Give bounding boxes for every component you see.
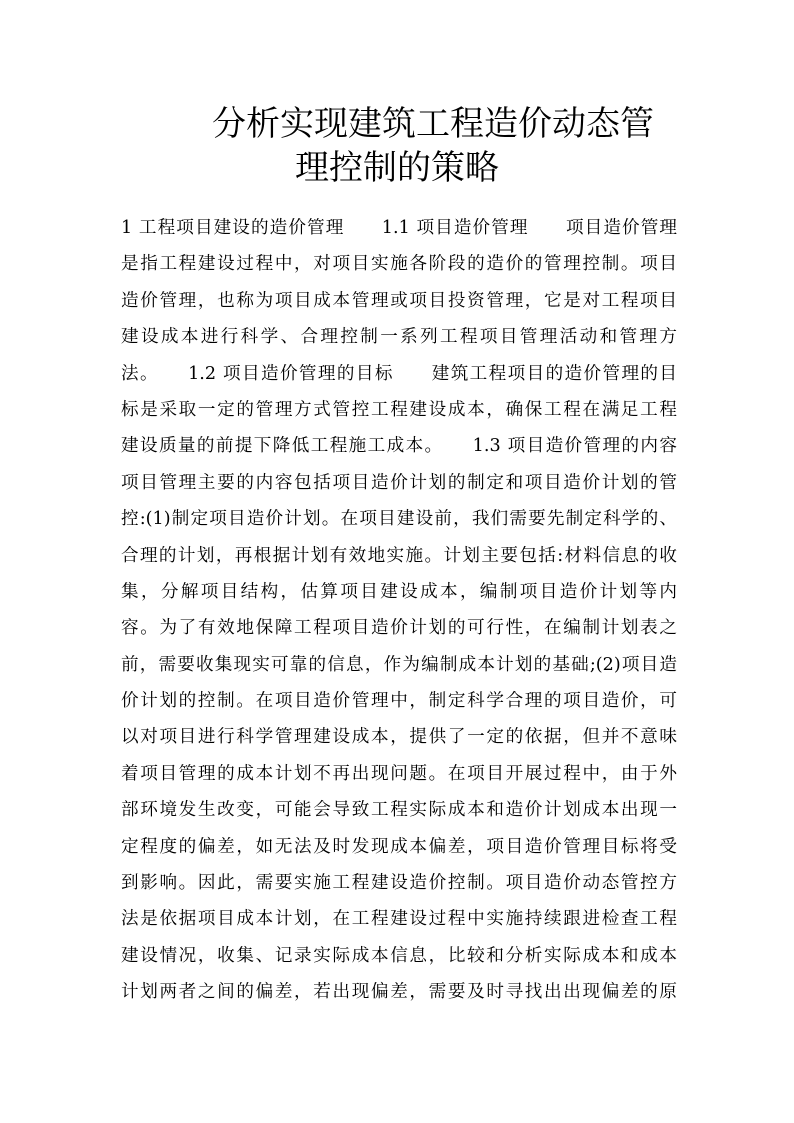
body-line: 建设质量的前提下降低工程施工成本。 1.3 项目造价管理的内容: [121, 436, 677, 457]
body-line: 控:(1)制定项目造价计划。在项目建设前，我们需要先制定科学的、: [121, 509, 677, 530]
body-line: 建设成本进行科学、合理控制一系列工程项目管理活动和管理方: [121, 327, 677, 348]
body-line: 以对项目进行科学管理建设成本，提供了一定的依据，但并不意味: [121, 727, 677, 748]
body-line: 计划两者之间的偏差，若出现偏差，需要及时寻找出出现偏差的原: [121, 982, 677, 1003]
body-line: 前，需要收集现实可靠的信息，作为编制成本计划的基础;(2)项目造: [121, 654, 677, 675]
document-title-line-1: 分析实现建筑工程造价动态管: [212, 104, 654, 144]
body-line: 1 工程项目建设的造价管理 1.1 项目造价管理 项目造价管理: [121, 218, 677, 238]
body-line: 定程度的偏差，如无法及时发现成本偏差，项目造价管理目标将受: [121, 836, 677, 857]
body-line: 法是依据项目成本计划，在工程建设过程中实施持续跟进检查工程: [121, 909, 677, 930]
body-line: 合理的计划，再根据计划有效地实施。计划主要包括:材料信息的收: [121, 545, 677, 566]
body-line: 法。 1.2 项目造价管理的目标 建筑工程项目的造价管理的目: [121, 363, 677, 384]
body-line: 造价管理，也称为项目成本管理或项目投资管理，它是对工程项目: [121, 290, 677, 311]
document-body: [121, 210, 677, 1011]
body-line: 集，分解项目结构，估算项目建设成本，编制项目造价计划等内: [121, 581, 677, 602]
body-line: 到影响。因此，需要实施工程建设造价控制。项目造价动态管控方: [121, 873, 677, 894]
body-line: 是指工程建设过程中，对项目实施各阶段的造价的管理控制。项目: [121, 254, 677, 275]
document-title-line-2: 理控制的策略: [295, 148, 499, 188]
body-line: 价计划的控制。在项目造价管理中，制定科学合理的项目造价，可: [121, 691, 677, 712]
body-line: 着项目管理的成本计划不再出现问题。在项目开展过程中，由于外: [121, 763, 677, 784]
body-line: 容。为了有效地保障工程项目造价计划的可行性，在编制计划表之: [121, 618, 677, 639]
body-line: 部环境发生改变，可能会导致工程实际成本和造价计划成本出现一: [121, 800, 677, 821]
body-line: 项目管理主要的内容包括项目造价计划的制定和项目造价计划的管: [121, 472, 677, 493]
body-line: 标是采取一定的管理方式管控工程建设成本，确保工程在满足工程: [121, 399, 677, 420]
body-line: 建设情况，收集、记录实际成本信息，比较和分析实际成本和成本: [121, 945, 677, 966]
